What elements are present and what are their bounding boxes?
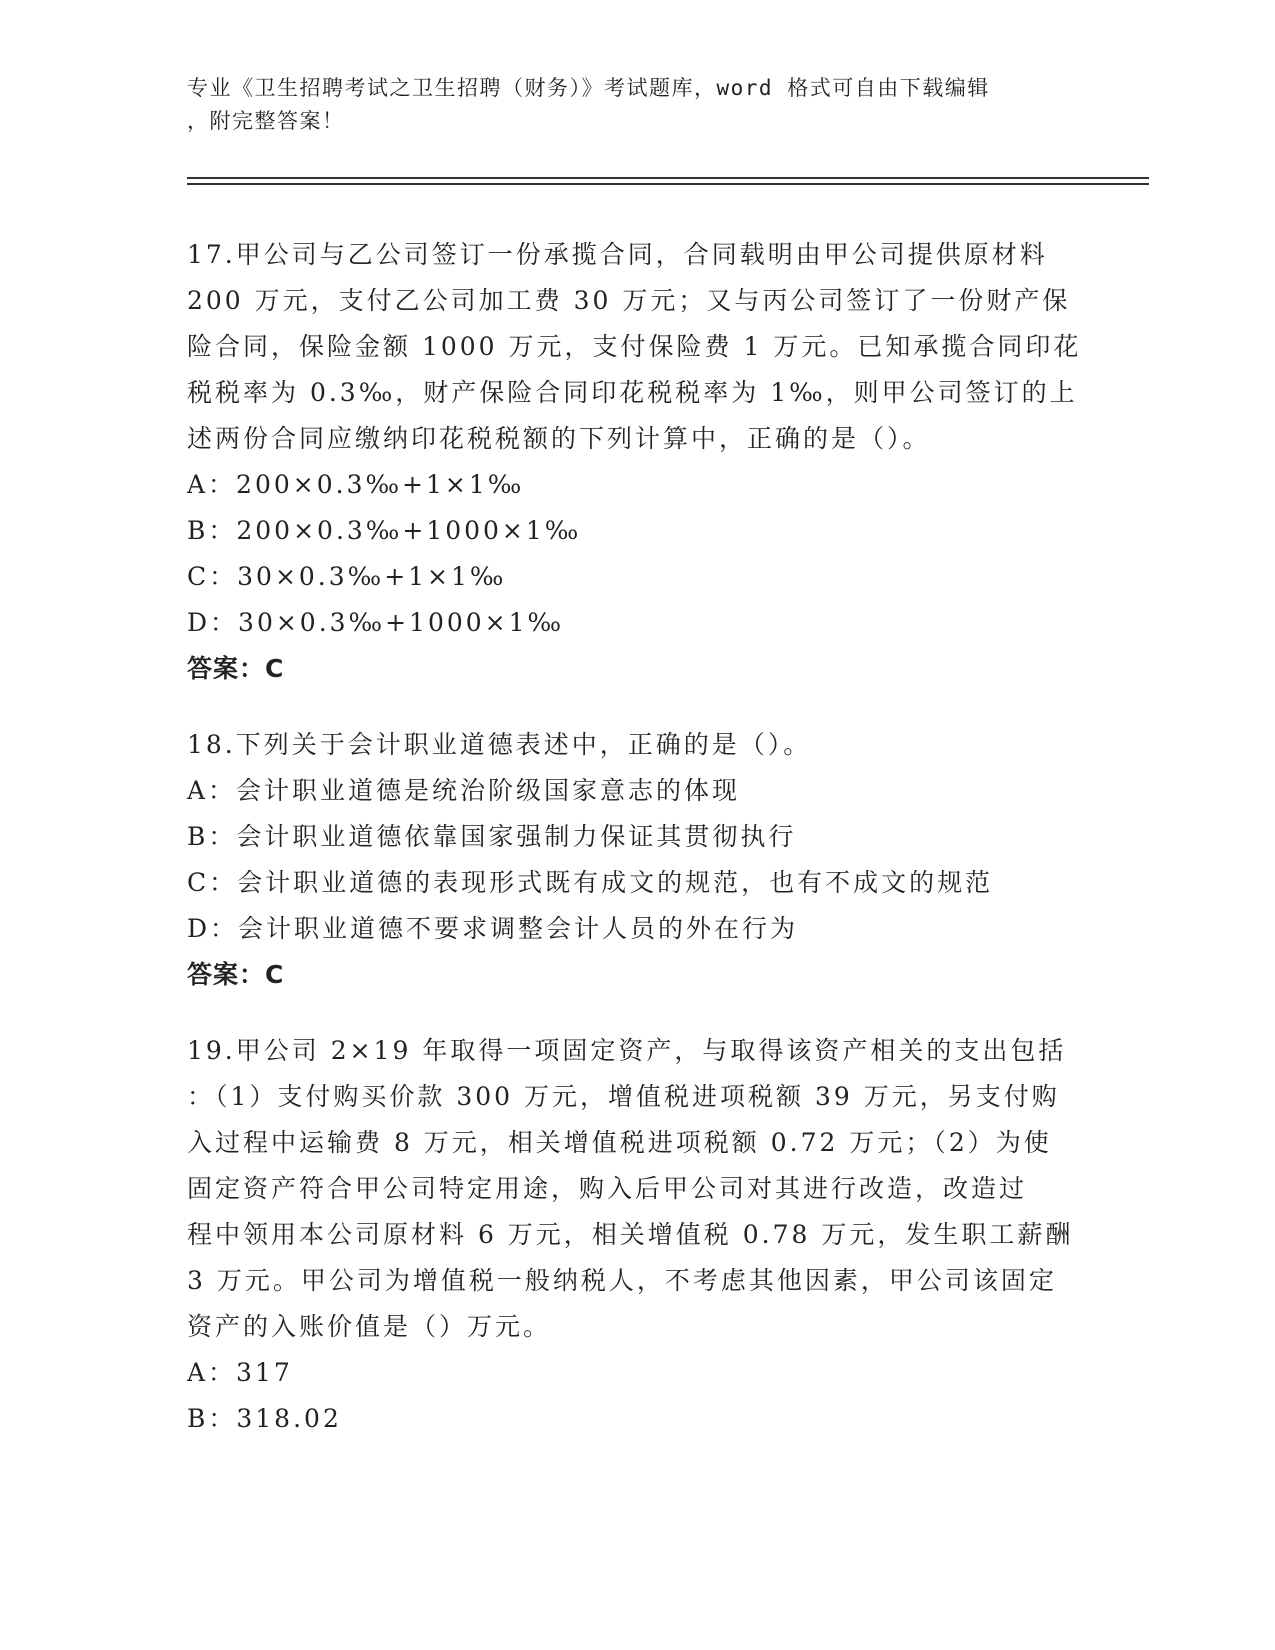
question-stem: 19.甲公司 2×19 年取得一项固定资产，与取得该资产相关的支出包括 ：（1）支付购买价款 300 万元，增值税进项税额 39 万元，另支付购 入过程中运输费 8 万元，相关增值税进项税额 0.72 万元；（2）为使 固定资产符合甲公司特定用途，购入后甲公司对其进行改造，改造过 程中领用本公司原材料 6 万元，相关增值税 0.78 万元，发生职工薪酬 3 万元。甲公司为增值税一般纳税人，不考虑其他因素，甲公司该固定 资产的入账价值是（）万元。 — [187, 1036, 1074, 1341]
document-header — [187, 72, 1067, 138]
answer-label: 答案：C — [187, 960, 285, 989]
header-line-2: ，附完整答案！ — [187, 109, 345, 133]
answer-label: 答案：C — [187, 654, 285, 683]
question-19 — [187, 1028, 1087, 1442]
header-divider — [187, 177, 1149, 179]
option-b: B：会计职业道德依靠国家强制力保证其贯彻执行 — [187, 822, 797, 851]
option-c: C：30×0.3‰+1×1‰ — [187, 562, 507, 591]
option-a: A：会计职业道德是统治阶级国家意志的体现 — [187, 776, 741, 805]
option-d: D：30×0.3‰+1000×1‰ — [187, 608, 565, 637]
option-d: D：会计职业道德不要求调整会计人员的外在行为 — [187, 914, 799, 943]
header-line-1: 专业《卫生招聘考试之卫生招聘（财务）》考试题库，word 格式可自由下载编辑 — [187, 76, 990, 100]
option-a: A：317 — [187, 1358, 293, 1387]
question-list — [187, 232, 1087, 1472]
question-stem: 18.下列关于会计职业道德表述中，正确的是（）。 — [187, 730, 812, 759]
question-stem: 17.甲公司与乙公司签订一份承揽合同，合同载明由甲公司提供原材料 200 万元，支付乙公司加工费 30 万元；又与丙公司签订了一份财产保 险合同，保险金额 1000 万元，支付保险费 1 万元。已知承揽合同印花 税税率为 0.3‰，财产保险合同印花税税率为 1‰，则甲公司签订的上 述两份合同应缴纳印花税税额的下列计算中，正确的是（）。 — [187, 240, 1082, 453]
option-b: B：200×0.3‰+1000×1‰ — [187, 516, 582, 545]
header-divider-second — [187, 183, 1149, 185]
option-b: B：318.02 — [187, 1404, 342, 1433]
option-c: C：会计职业道德的表现形式既有成文的规范，也有不成文的规范 — [187, 868, 994, 897]
option-a: A：200×0.3‰+1×1‰ — [187, 470, 525, 499]
question-18 — [187, 722, 1087, 998]
question-17 — [187, 232, 1087, 692]
